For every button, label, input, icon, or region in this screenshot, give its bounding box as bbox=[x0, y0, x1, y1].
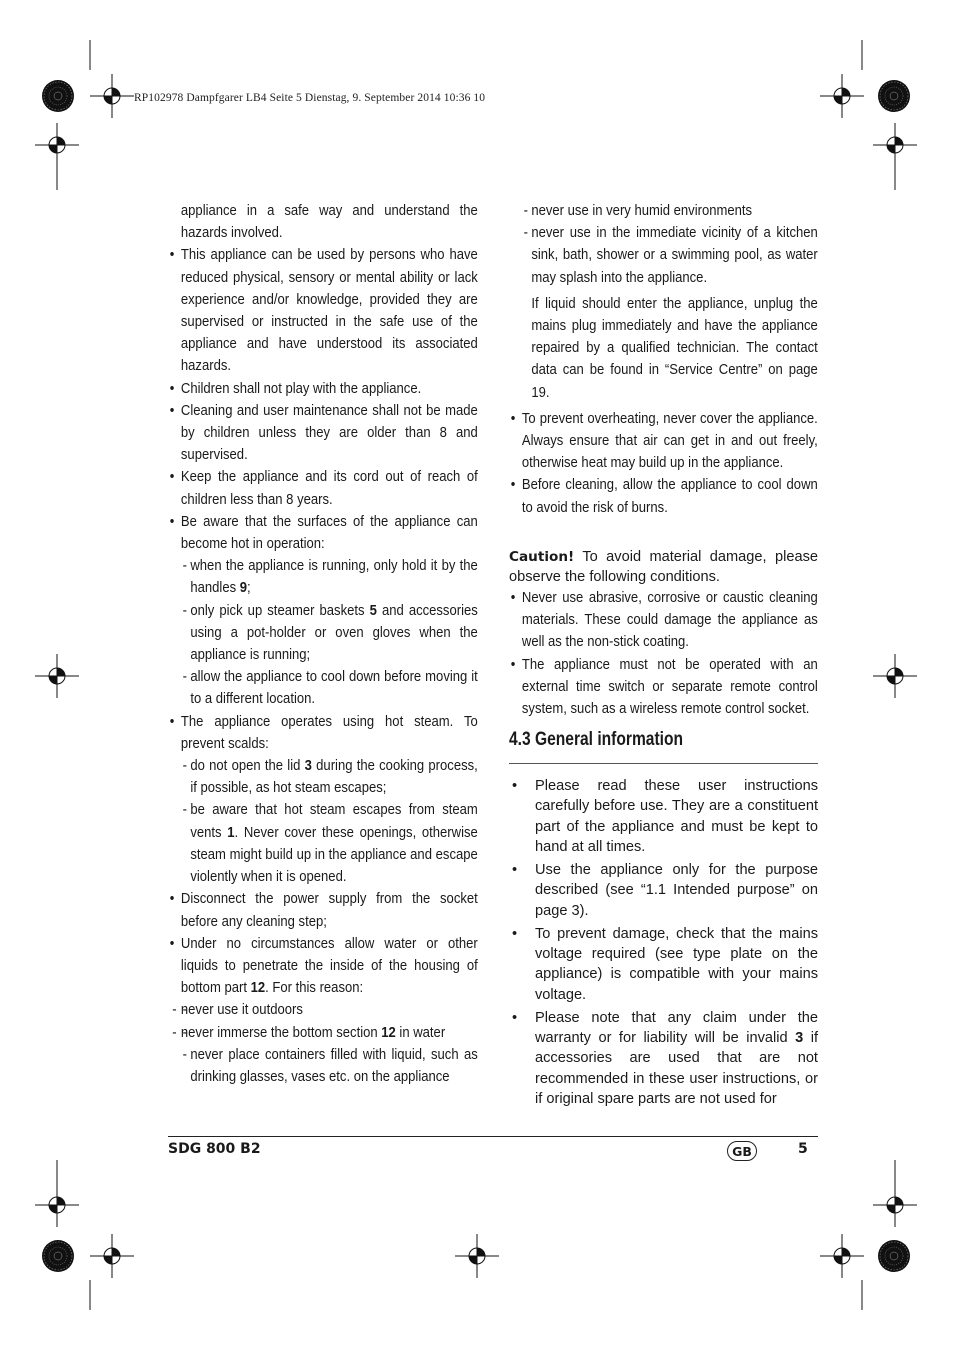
bullet-item: • Cleaning and user maintenance shall not be made by children unless they are older than 8 and supervised. bbox=[168, 400, 478, 467]
bullet-item: • This appliance can be used by persons who have reduced physical, sensory or mental ability or lack experience and/or knowledge, provided they are supervised or instructed in the safe use of the appliance and have understood its associated hazards. bbox=[168, 244, 478, 377]
dash-item: - never use in the immediate vicinity of a kitchen sink, bath, shower or a swimming pool, as water may splash into the appliance. bbox=[509, 222, 818, 289]
dash-item: - never place containers filled with liquid, such as drinking glasses, vases etc. on the appliance bbox=[168, 1044, 478, 1088]
dash-item: - only pick up steamer baskets 5 and accessories using a pot-holder or oven gloves when the appliance is running; bbox=[168, 600, 478, 667]
list-item: • Please note that any claim under the warranty or for liability will be invalid 3 if accessories are used that are not recommended in these user instructions, or if original spare parts are not used for bbox=[509, 1008, 818, 1110]
crosshair-icon bbox=[35, 1183, 79, 1227]
reference-number: 3 bbox=[304, 757, 312, 775]
right-column bbox=[509, 200, 818, 519]
dash-item: - do not open the lid 3 during the cooking process, if possible, as hot steam escapes; bbox=[168, 755, 478, 799]
reference-number: 12 bbox=[250, 979, 266, 997]
general-information-list bbox=[509, 776, 818, 1112]
bullet-item: • Before cleaning, allow the appliance to cool down to avoid the risk of burns. bbox=[509, 474, 818, 518]
bullet-item: • Disconnect the power supply from the socket before any cleaning step; bbox=[168, 888, 478, 932]
paragraph: If liquid should enter the appliance, unplug the mains plug immediately and have the appliance repaired by a qualified technician. The contact data can be found in “Service Centre” on page 19. bbox=[531, 294, 818, 401]
crosshair-icon bbox=[90, 1234, 134, 1278]
reference-number: 5 bbox=[369, 601, 377, 619]
crosshair-icon bbox=[90, 74, 134, 118]
dash-item: - - never immerse the bottom section 12 in water bbox=[168, 1022, 478, 1044]
reference-number: 1 bbox=[227, 823, 235, 841]
bullet-item: • Never use abrasive, corrosive or caustic cleaning materials. These could damage the appliance as well as the non-stick coating. bbox=[509, 587, 818, 654]
caution-label: Caution! bbox=[509, 549, 575, 565]
list-item: • Please read these user instructions carefully before use. They are a constituent part of the appliance and must be kept to hand at all times. bbox=[509, 776, 818, 858]
caution-paragraph: Caution! To avoid material damage, please observe the following conditions. bbox=[509, 549, 818, 585]
section-heading: 4.3 General information bbox=[509, 729, 684, 750]
dash-item: - be aware that hot steam escapes from steam vents 1. Never cover these openings, otherwise steam might build up in the appliance and escape violently when it is opened. bbox=[168, 799, 478, 888]
bullet-item: • To prevent overheating, never cover the appliance. Always ensure that air can get in and out freely, otherwise heat may build up in the appliance. bbox=[509, 408, 818, 475]
dash-item: - allow the appliance to cool down before moving it to a different location. bbox=[168, 666, 478, 710]
registration-star-icon bbox=[42, 80, 74, 112]
crosshair-icon bbox=[873, 123, 917, 167]
page-number: 5 bbox=[798, 1141, 808, 1157]
footer-divider bbox=[168, 1136, 818, 1137]
bullet-item: • The appliance operates using hot steam. To prevent scalds: bbox=[168, 711, 478, 755]
bullet-item: • Be aware that the surfaces of the appliance can become hot in operation: bbox=[168, 511, 478, 555]
registration-star-icon bbox=[42, 1240, 74, 1272]
crosshair-icon bbox=[455, 1234, 499, 1278]
registration-star-icon bbox=[878, 1240, 910, 1272]
dash-item: - never use in very humid environments bbox=[509, 200, 818, 222]
reference-number: 12 bbox=[381, 1023, 396, 1041]
reference-number: 9 bbox=[239, 579, 248, 597]
crosshair-icon bbox=[820, 74, 864, 118]
section-divider bbox=[509, 763, 818, 764]
caution-list bbox=[509, 587, 818, 720]
list-item: • Use the appliance only for the purpose described (see “1.1 Intended purpose” on page 3). bbox=[509, 860, 818, 921]
list-item: • To prevent damage, check that the mains voltage required (see type plate on the appliance) is compatible with your mains voltage. bbox=[509, 924, 818, 1006]
registration-star-icon bbox=[878, 80, 910, 112]
print-file-header: RP102978 Dampfgarer LB4 Seite 5 Dienstag, 9. September 2014 10:36 10 bbox=[134, 92, 486, 104]
crosshair-icon bbox=[35, 123, 79, 167]
bullet-item: • Keep the appliance and its cord out of reach of children less than 8 years. bbox=[168, 466, 478, 510]
crosshair-icon bbox=[873, 1183, 917, 1227]
bullet-item: • Under no circumstances allow water or other liquids to penetrate the inside of the housing of bottom part 12. For this reason: bbox=[168, 933, 478, 1000]
crosshair-icon bbox=[873, 654, 917, 698]
reference-number: 3 bbox=[795, 1030, 804, 1047]
caution-block bbox=[509, 545, 818, 587]
crosshair-icon bbox=[820, 1234, 864, 1278]
paragraph: appliance in a safe way and understand the hazards involved. bbox=[180, 202, 478, 242]
bullet-item: • Children shall not play with the appliance. bbox=[168, 378, 478, 400]
left-column bbox=[168, 200, 478, 1088]
footer-model-name: SDG 800 B2 bbox=[168, 1141, 261, 1157]
crosshair-icon bbox=[35, 654, 79, 698]
dash-item: - when the appliance is running, only hold it by the handles 9; bbox=[168, 555, 478, 599]
bullet-item: • The appliance must not be operated with an external time switch or separate remote control system, such as a wireless remote control socket. bbox=[509, 654, 818, 721]
dash-item: - - never use it outdoors bbox=[168, 999, 478, 1021]
language-badge: GB bbox=[727, 1141, 757, 1161]
